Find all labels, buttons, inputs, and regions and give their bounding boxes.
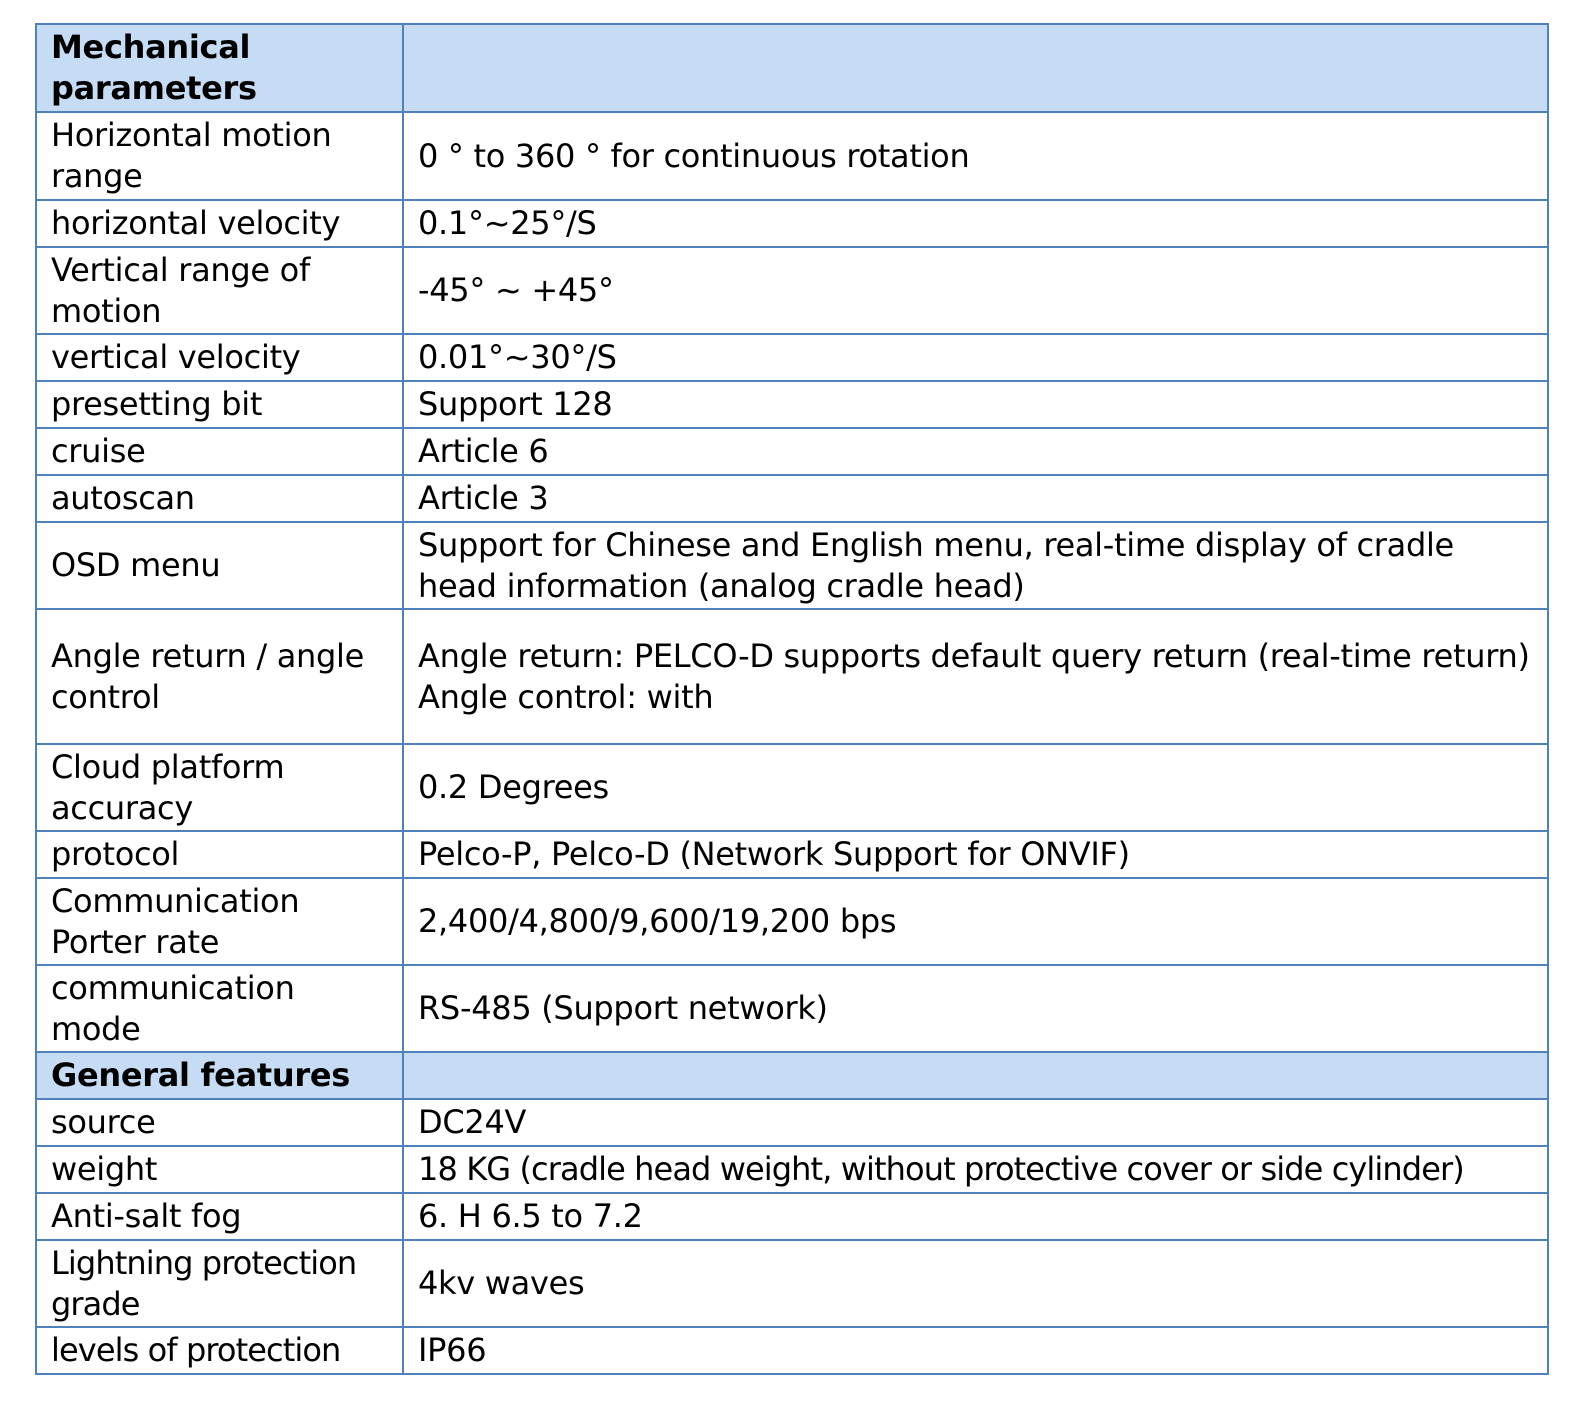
table-row bbox=[36, 1327, 1548, 1374]
row-label: protocol bbox=[36, 831, 403, 878]
table-row bbox=[36, 475, 1548, 522]
table-row bbox=[36, 381, 1548, 428]
table-row bbox=[36, 428, 1548, 475]
row-label: weight bbox=[36, 1146, 403, 1193]
section-header-row bbox=[36, 24, 1548, 112]
table-row bbox=[36, 1240, 1548, 1327]
table-row bbox=[36, 831, 1548, 878]
row-label: presetting bit bbox=[36, 381, 403, 428]
row-value: Article 3 bbox=[403, 475, 1548, 522]
table-row bbox=[36, 522, 1548, 609]
row-value: IP66 bbox=[403, 1327, 1548, 1374]
row-value: Support 128 bbox=[403, 381, 1548, 428]
row-value bbox=[403, 609, 1548, 744]
row-value: RS-485 (Support network) bbox=[403, 965, 1548, 1052]
table-row bbox=[36, 112, 1548, 200]
row-label: cruise bbox=[36, 428, 403, 475]
row-label: vertical velocity bbox=[36, 334, 403, 381]
section-empty-cell bbox=[403, 24, 1548, 112]
row-label: communication mode bbox=[36, 965, 403, 1052]
table-row bbox=[36, 1099, 1548, 1146]
row-label: levels of protection bbox=[36, 1327, 403, 1374]
row-value: 0.1°~25°/S bbox=[403, 200, 1548, 247]
row-label: source bbox=[36, 1099, 403, 1146]
row-label: Cloud platform accuracy bbox=[36, 744, 403, 831]
section-header-row bbox=[36, 1052, 1548, 1099]
row-value-line: Angle control: with bbox=[418, 677, 714, 716]
table-row bbox=[36, 247, 1548, 334]
row-value: Article 6 bbox=[403, 428, 1548, 475]
row-label: Lightning protection grade bbox=[36, 1240, 403, 1327]
table-row bbox=[36, 334, 1548, 381]
table-row bbox=[36, 609, 1548, 744]
row-value: Pelco-P, Pelco-D (Network Support for ONVIF) bbox=[403, 831, 1548, 878]
table-row bbox=[36, 965, 1548, 1052]
spec-table bbox=[35, 23, 1549, 1375]
table-row bbox=[36, 1193, 1548, 1240]
row-value: DC24V bbox=[403, 1099, 1548, 1146]
row-value: Support for Chinese and English menu, real-time display of cradle head information (analog cradle head) bbox=[403, 522, 1548, 609]
row-label: OSD menu bbox=[36, 522, 403, 609]
table-row bbox=[36, 1146, 1548, 1193]
section-title: Mechanical parameters bbox=[36, 24, 403, 112]
row-label: autoscan bbox=[36, 475, 403, 522]
row-value-line: Angle return: PELCO-D supports default query return (real-time return) bbox=[418, 636, 1530, 675]
row-label: horizontal velocity bbox=[36, 200, 403, 247]
row-value: 0.2 Degrees bbox=[403, 744, 1548, 831]
row-label: Communication Porter rate bbox=[36, 878, 403, 965]
row-value: 0 ° to 360 ° for continuous rotation bbox=[403, 112, 1548, 200]
row-value: 18 KG (cradle head weight, without protective cover or side cylinder) bbox=[403, 1146, 1548, 1193]
section-title: General features bbox=[36, 1052, 403, 1099]
row-label: Vertical range of motion bbox=[36, 247, 403, 334]
table-row bbox=[36, 200, 1548, 247]
table-row bbox=[36, 878, 1548, 965]
table-row bbox=[36, 744, 1548, 831]
row-value: 2,400/4,800/9,600/19,200 bps bbox=[403, 878, 1548, 965]
row-label: Anti-salt fog bbox=[36, 1193, 403, 1240]
row-value: 6. H 6.5 to 7.2 bbox=[403, 1193, 1548, 1240]
section-empty-cell bbox=[403, 1052, 1548, 1099]
row-label: Angle return / angle control bbox=[36, 609, 403, 744]
row-value: -45° ~ +45° bbox=[403, 247, 1548, 334]
row-value: 4kv waves bbox=[403, 1240, 1548, 1327]
row-value: 0.01°~30°/S bbox=[403, 334, 1548, 381]
row-label: Horizontal motion range bbox=[36, 112, 403, 200]
